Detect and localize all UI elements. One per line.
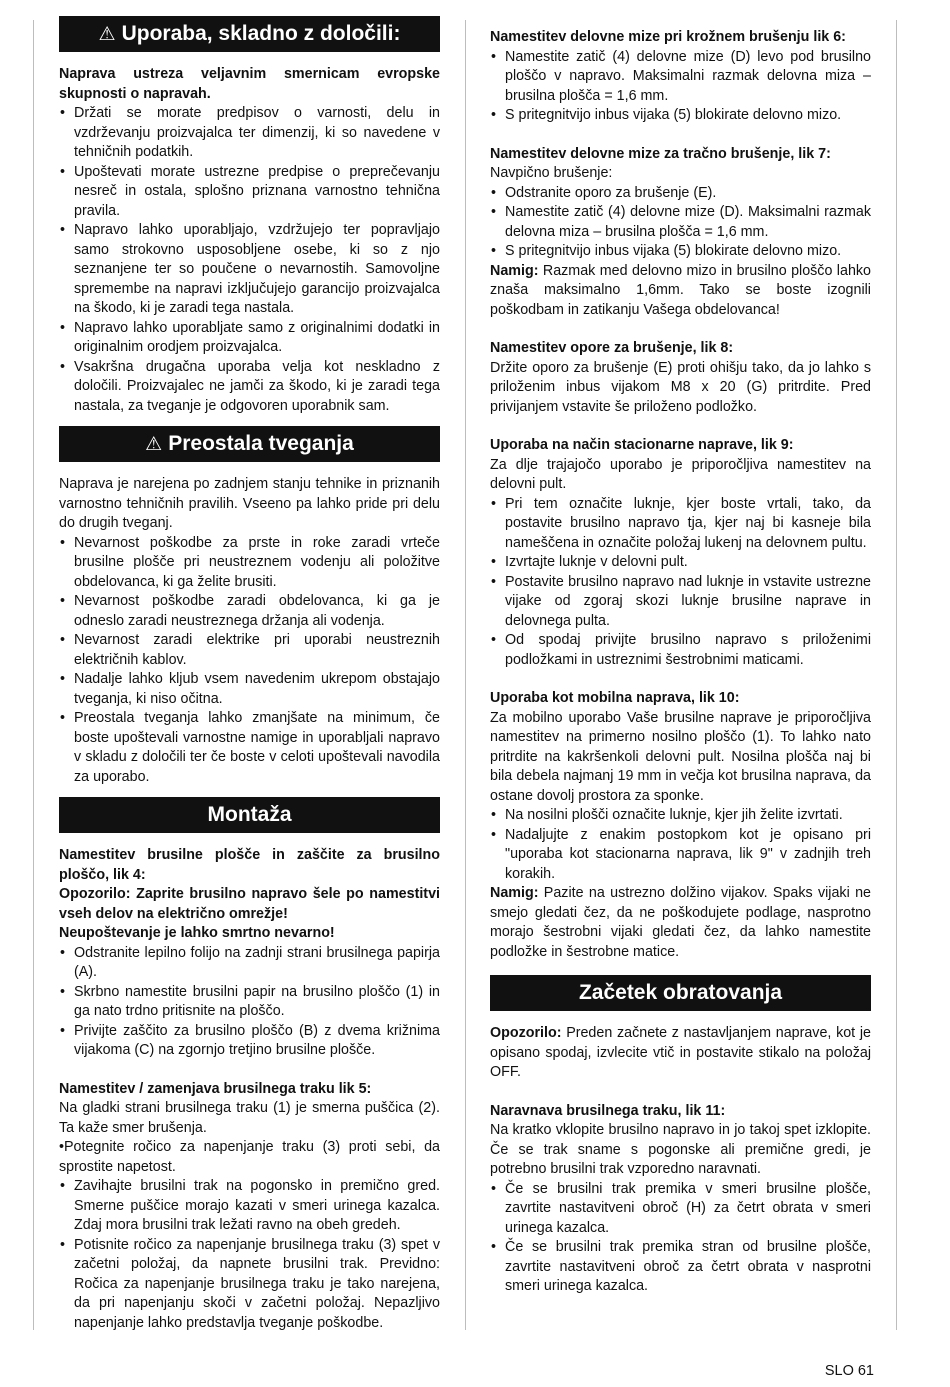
tip-screws: Namig: Pazite na ustrezno dolžino vijakov. Spaks vijaki ne smejo gledati čez, da ne poškodujete podlage, nasprotno morajo šestrobni vijaki gledati čez, da lahko namestite podložke in šestrobne matice. bbox=[490, 885, 871, 960]
vertical-sanding-label: Navpično brušenje: bbox=[490, 165, 613, 181]
section-banner-intended-use: ⚠ Uporaba, skladno z določili: bbox=[59, 16, 440, 52]
section-banner-residual-risks: ⚠ Preostala tveganja bbox=[59, 426, 440, 462]
assembly-heading-belt: Namestitev / zamenjava brusilnega traku lik 5: bbox=[59, 1080, 372, 1097]
list-item: • Zavihajte brusilni trak na pogonsko in premično gred. Smerne puščice morajo kazati v smeri urinega kazalca. Zdaj mora brusilni trak ležati ravno na obeh gredeh. bbox=[59, 1177, 440, 1236]
support-paragraph: Držite oporo za brušenje (E) proti ohišju tako, da jo lahko s priloženim inbus vijakom M8 x 20 (G) pritrdite. Pred privijanjem vstavite še priloženo podložko. bbox=[490, 359, 871, 415]
section-banner-assembly: Montaža bbox=[59, 797, 440, 833]
tip-gap: Namig: Razmak med delovno mizo in brusilno ploščo lahko znaša maksimalno 1,6mm. Tako se boste izognili poškodbam in zatikanju Vašega obdelovanca! bbox=[490, 262, 871, 318]
warning-triangle-icon: ⚠ bbox=[145, 434, 163, 455]
list-item: • Izvrtajte luknje v delovni pult. bbox=[490, 553, 871, 573]
list-item: • Če se brusilni trak premika stran od brusilne plošče, zavrtite nastavitveni obroč za četrt obrata v nasprotni smeri urinega kazalca. bbox=[490, 1238, 871, 1297]
assembly-belt-list bbox=[59, 1138, 440, 1333]
stationary-list bbox=[490, 495, 871, 671]
list-item: •Potegnite ročico za napenjanje traku (3) proti sebi, da sprostite napetost. bbox=[59, 1139, 440, 1175]
heading-belt-alignment: Naravnava brusilnega traku, lik 11: bbox=[490, 1102, 726, 1119]
mobile-paragraph: Za mobilno uporabo Vaše brusilne naprave je priporočljiva namestitev na primerno nosilno ploščo (1). To lahko nato pritrdite na kakršenkoli delovni pult. Nosilna plošča naj bi bila debela najmanj 19 mm in večja kot brusilna naprava, da ostane dovolj prostora za sponke. bbox=[490, 709, 871, 804]
list-item: • Nevarnost zaradi elektrike pri uporabi neustreznih električnih kablov. bbox=[59, 631, 440, 670]
residual-risks-intro: Naprava je narejena po zadnjem stanju tehnike in priznanih varnostno tehničnih pravilih. Vseeno pa lahko pride pri delu do drugih tveganj. bbox=[59, 476, 440, 531]
list-item: • Na nosilni plošči označite luknje, kjer jih želite izvrtati. bbox=[490, 806, 871, 826]
list-item: • Nevarnost poškodbe zaradi obdelovanca, ki ga je odneslo zaradi neustreznega držanja ali vodenja. bbox=[59, 592, 440, 631]
list-item: • Pri tem označite luknje, kjer boste vrtali, tako, da postavite brusilno napravo tja, kjer naj bi kasneje bila nameščena in označite položaj lukenj na delovnem pultu. bbox=[490, 495, 871, 554]
belt-paragraph: Na gladki strani brusilnega traku (1) je smerna puščica (2). Ta kaže smer brušenja. bbox=[59, 1100, 440, 1136]
table-belt-list bbox=[490, 184, 871, 262]
belt-alignment-paragraph: Na kratko vklopite brusilno napravo in jo takoj spet izklopite. Če se trak sname s pogonske ali premične gredi, je potrebno brusilni trak vzporedno naravnati. bbox=[490, 1122, 871, 1177]
heading-table-circular: Namestitev delovne mize pri krožnem brušenju lik 6: bbox=[490, 29, 846, 45]
stationary-paragraph: Za dlje trajajočo uporabo je priporočljiva namestitev na delovni pult. bbox=[490, 456, 871, 492]
assembly-disc-list bbox=[59, 944, 440, 1061]
assembly-warning: Opozorilo: Zaprite brusilno napravo šele po namestitvi vseh delov na električno omrežje! bbox=[59, 886, 440, 922]
residual-risks-list bbox=[59, 534, 440, 788]
list-item: • Postavite brusilno napravo nad luknje in vstavite ustrezne vijake od zgoraj skozi luknje brusilne naprave in delovnega pulta. bbox=[490, 573, 871, 632]
list-item: • S pritegnitvijo inbus vijaka (5) blokirate delovno mizo. bbox=[490, 242, 871, 262]
list-item: • Upoštevati morate ustrezne predpise o preprečevanju nesreč in ostala, splošno priznana varnostno tehnična pravila. bbox=[59, 163, 440, 222]
left-column bbox=[59, 16, 440, 1333]
list-item: • Namestite zatič (4) delovne mize (D). Maksimalni razmak delovna miza – brusilna plošča = 1,6 mm. bbox=[490, 203, 871, 242]
list-item: • Odstranite oporo za brušenje (E). bbox=[490, 184, 871, 204]
list-item: • Preostala tveganja lahko zmanjšate na minimum, če boste upoštevali varnostne namige in uporabljali napravo v skladu z določili ter če boste v celoti upoštevali navodila za uporabo. bbox=[59, 709, 440, 787]
warning-triangle-icon: ⚠ bbox=[98, 24, 116, 45]
list-item: • Skrbno namestite brusilni papir na brusilno ploščo (1) in ga nato trdno pritisnite na ploščo. bbox=[59, 983, 440, 1022]
list-item: • Vsakršna drugačna uporaba velja kot neskladno z določili. Proizvajalec ne jamči za škodo, ki je zaradi tega nastala, za tveganje je odgovoren uporabnik sam. bbox=[59, 358, 440, 417]
list-item: • Potisnite ročico za napenjanje brusilnega traku (3) spet v začetni položaj, da napnete brusilni trak. Previdno: Ročica za napenjanje brusilnega traku je tako narejena, da pri napenjanju skoči v začetni položaj. Nepazljivo napenjanje lahko predstavlja tveganje poškodbe. bbox=[59, 1236, 440, 1334]
list-item: • Od spodaj privijte brusilno napravo s priloženimi podložkami in ustreznimi šestrobnimi maticami. bbox=[490, 631, 871, 670]
heading-table-belt: Namestitev delovne mize za tračno brušenje, lik 7: bbox=[490, 145, 831, 162]
heading-stationary: Uporaba na način stacionarne naprave, lik 9: bbox=[490, 437, 794, 453]
list-item: • Nadaljujte z enakim postopkom kot je opisano pri "uporaba kot stacionarna naprava, lik 9" v zadnjih treh korakih. bbox=[490, 826, 871, 885]
heading-support: Namestitev opore za brušenje, lik 8: bbox=[490, 340, 734, 356]
list-item: • Napravo lahko uporabljate samo z originalnimi dodatki in originalnim orodjem proizvajalca. bbox=[59, 319, 440, 358]
list-item: • Namestite zatič (4) delovne mize (D) levo pod brusilno ploščo v napravo. Maksimalni razmak delovna miza – brusilna plošča = 1,6 mm. bbox=[490, 48, 871, 107]
heading-mobile: Uporaba kot mobilna naprava, lik 10: bbox=[490, 690, 740, 706]
list-item: • Nevarnost poškodbe za prste in roke zaradi vrteče brusilne plošče pri neustreznem vodenju ali položitve obdelovanca, ki ga želite brusiti. bbox=[59, 534, 440, 593]
page-number: SLO 61 bbox=[824, 1363, 874, 1379]
intended-use-list bbox=[59, 104, 440, 416]
left-margin-line bbox=[33, 20, 34, 1330]
list-item: • Nadalje lahko kljub vsem navedenim ukrepom obstajajo tveganja, ki niso očitna. bbox=[59, 670, 440, 709]
right-column bbox=[490, 28, 871, 1297]
list-item: • Če se brusilni trak premika v smeri brusilne plošče, zavrtite nastavitveni obroč (H) za četrt obrata v smeri urinega kazalca. bbox=[490, 1180, 871, 1239]
section-banner-startup: Začetek obratovanja bbox=[490, 975, 871, 1011]
assembly-heading-disc: Namestitev brusilne plošče in zaščite za brusilno ploščo, lik 4: bbox=[59, 847, 440, 883]
list-item: • Privijte zaščito za brusilno ploščo (B) z dvema križnima vijakoma (C) na zgornjo tretjino brusilne plošče. bbox=[59, 1022, 440, 1061]
right-margin-line bbox=[896, 20, 897, 1330]
list-item: • Napravo lahko uporabljajo, vzdržujejo ter popravljajo samo strokovno usposobljene osebe, ki so z njo seznanjene ter so poučene o nevarnostih. Samovoljne spremembe na napravi izključujejo garancijo proizvajalca na škodo, ki je zaradi tega nastala. bbox=[59, 221, 440, 319]
list-item: • Odstranite lepilno folijo na zadnji strani brusilnega papirja (A). bbox=[59, 944, 440, 983]
belt-alignment-list bbox=[490, 1180, 871, 1297]
assembly-danger-note: Neupoštevanje je lahko smrtno nevarno! bbox=[59, 925, 335, 941]
mobile-list bbox=[490, 806, 871, 884]
list-item: • S pritegnitvijo inbus vijaka (5) blokirate delovno mizo. bbox=[490, 106, 871, 126]
center-divider-line bbox=[465, 20, 466, 1330]
startup-warning: Opozorilo: Preden začnete z nastavljanjem naprave, kot je opisano spodaj, izvlecite vtič in postavite stikalo na položaj OFF. bbox=[490, 1025, 871, 1080]
table-circular-list bbox=[490, 48, 871, 126]
intended-use-intro: Naprava ustreza veljavnim smernicam evropske skupnosti o napravah. bbox=[59, 66, 440, 102]
list-item: • Držati se morate predpisov o varnosti, delu in vzdrževanju proizvajalca ter dimenzij, ki so navedene v tehničnih podatkih. bbox=[59, 104, 440, 163]
